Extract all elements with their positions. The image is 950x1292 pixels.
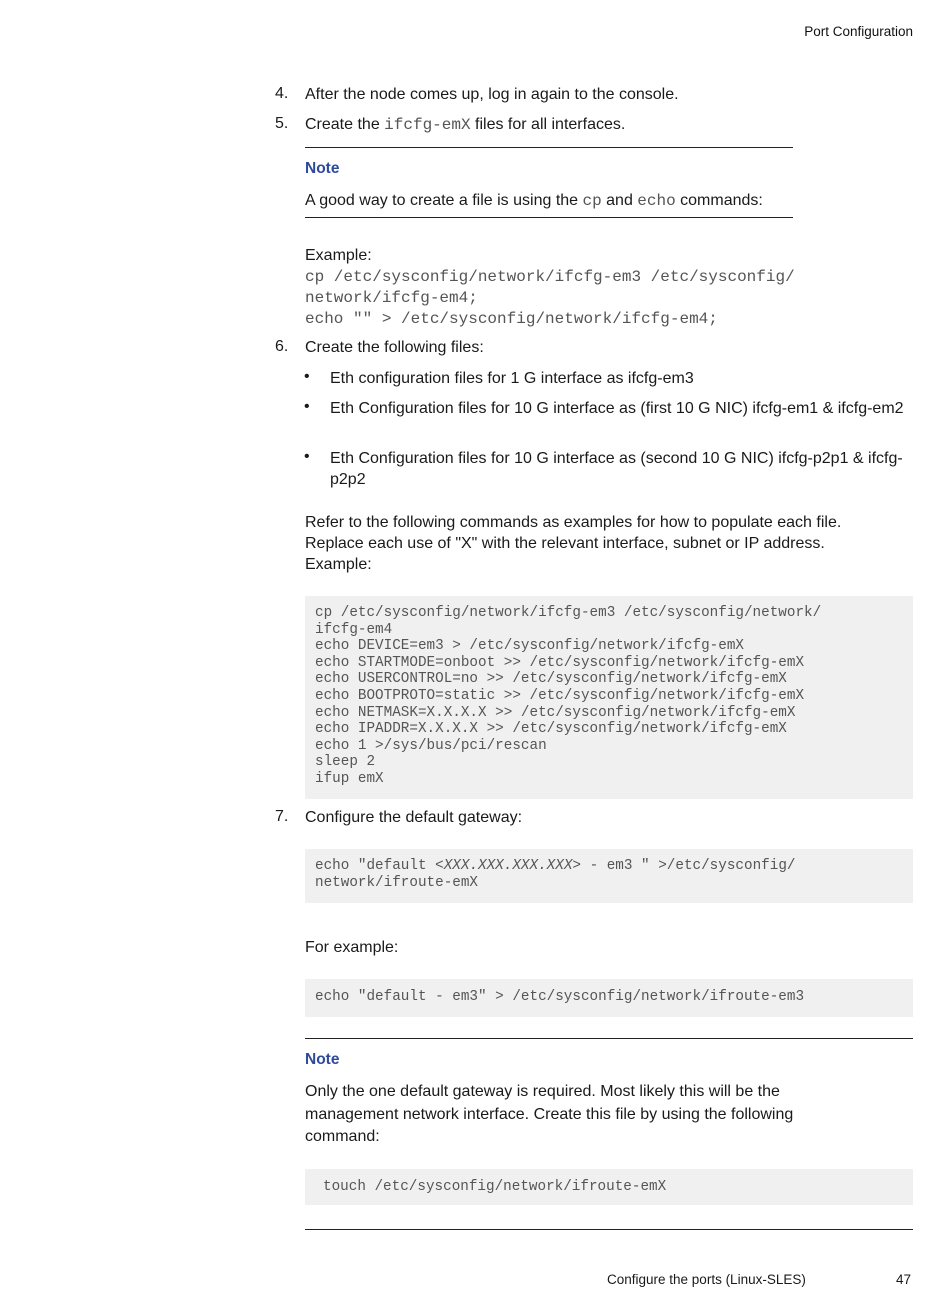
page-number: 47 bbox=[896, 1272, 912, 1287]
code-line: echo "default - em3" > /etc/sysconfig/network/ifroute-em3 bbox=[315, 989, 805, 1005]
refer-line-2: Replace each use of "X" with the relevant interface, subnet or IP address. bbox=[305, 535, 825, 552]
example-1-line-2: network/ifcfg-em4; bbox=[305, 289, 478, 307]
running-header: Port Configuration bbox=[804, 24, 913, 39]
code-line: echo DEVICE=em3 > /etc/sysconfig/network/ifcfg-emX bbox=[315, 638, 744, 655]
code-line: ifcfg-em4 bbox=[315, 621, 393, 638]
ip-placeholder: <XXX.XXX.XXX.XXX> bbox=[435, 858, 581, 874]
note-2-top-rule bbox=[305, 1038, 913, 1039]
code-line: echo 1 >/sys/bus/pci/rescan bbox=[315, 737, 547, 754]
note-1-code-cp: cp bbox=[582, 192, 602, 210]
note-2-label: Note bbox=[305, 1051, 340, 1068]
bullet-2-marker: • bbox=[304, 398, 310, 415]
code-block-touch bbox=[305, 1169, 913, 1205]
code-line: echo BOOTPROTO=static >> /etc/sysconfig/network/ifcfg-emX bbox=[315, 687, 805, 704]
code-block-ifcfg bbox=[305, 596, 913, 799]
note-2-bottom-rule bbox=[305, 1229, 913, 1230]
note-1-label: Note bbox=[305, 160, 340, 177]
for-example-label: For example: bbox=[305, 939, 399, 956]
step-4-number: 4. bbox=[275, 85, 289, 102]
code-line: echo NETMASK=X.X.X.X >> /etc/sysconfig/network/ifcfg-emX bbox=[315, 704, 796, 721]
step-5-code: ifcfg-emX bbox=[384, 116, 471, 134]
step-7-text: Configure the default gateway: bbox=[305, 809, 523, 826]
example-1-line-3: echo "" > /etc/sysconfig/network/ifcfg-em4; bbox=[305, 310, 718, 328]
code-line: echo IPADDR=X.X.X.X >> /etc/sysconfig/network/ifcfg-emX bbox=[315, 721, 787, 738]
bullet-1-text: Eth configuration files for 1 G interface as ifcfg-em3 bbox=[330, 370, 694, 387]
code-line: echo STARTMODE=onboot >> /etc/sysconfig/network/ifcfg-emX bbox=[315, 654, 805, 671]
note-2-line-3: command: bbox=[305, 1128, 380, 1145]
step-5-text bbox=[305, 114, 625, 136]
footer-title: Configure the ports (Linux-SLES) bbox=[607, 1272, 806, 1287]
bullet-1-marker: • bbox=[304, 368, 310, 385]
note-1-code-echo: echo bbox=[637, 192, 676, 210]
step-5-post: files for all interfaces. bbox=[470, 116, 626, 133]
step-5-number: 5. bbox=[275, 115, 289, 132]
code-block-gateway bbox=[305, 849, 913, 903]
note-1-post: commands: bbox=[675, 192, 763, 209]
code-block-gateway-example bbox=[305, 979, 913, 1017]
code-line: network/ifroute-emX bbox=[315, 874, 479, 891]
note-1-pre: A good way to create a file is using the bbox=[305, 192, 583, 209]
note-1-top-rule bbox=[305, 147, 793, 148]
note-2-line-2: management network interface. Create this file by using the following bbox=[305, 1105, 794, 1123]
example-1-label: Example: bbox=[305, 247, 372, 264]
code-line: ifup emX bbox=[315, 770, 384, 787]
note-1-mid: and bbox=[601, 192, 638, 209]
refer-line-1: Refer to the following commands as examples for how to populate each file. bbox=[305, 514, 842, 531]
code-line: echo USERCONTROL=no >> /etc/sysconfig/network/ifcfg-emX bbox=[315, 671, 787, 688]
bullet-2-text: Eth Configuration files for 10 G interface as (first 10 G NIC) ifcfg-em1 & ifcfg-em2 bbox=[330, 400, 904, 417]
step-6-number: 6. bbox=[275, 338, 289, 355]
note-2-line-1: Only the one default gateway is required. Most likely this will be the bbox=[305, 1083, 780, 1100]
step-6-text: Create the following files: bbox=[305, 339, 484, 356]
note-2-text bbox=[305, 1081, 915, 1149]
note-1-text bbox=[305, 190, 763, 212]
code-line: cp /etc/sysconfig/network/ifcfg-em3 /etc/sysconfig/network/ bbox=[315, 605, 822, 621]
code-line: touch /etc/sysconfig/network/ifroute-emX bbox=[323, 1179, 667, 1195]
code-line: sleep 2 bbox=[315, 754, 376, 771]
step-7-number: 7. bbox=[275, 808, 289, 825]
refer-line-3: Example: bbox=[305, 556, 372, 573]
bullet-3-marker: • bbox=[304, 448, 310, 465]
note-1-bottom-rule bbox=[305, 217, 793, 218]
bullet-3-text: Eth Configuration files for 10 G interface as (second 10 G NIC) ifcfg-p2p1 & ifcfg-p2p2 bbox=[330, 450, 903, 488]
step-4-text: After the node comes up, log in again to the console. bbox=[305, 86, 679, 103]
example-1-line-1: cp /etc/sysconfig/network/ifcfg-em3 /etc/sysconfig/ bbox=[305, 268, 795, 286]
step-5-pre: Create the bbox=[305, 116, 385, 133]
code-line: echo "default <XXX.XXX.XXX.XXX> - em3 " >/etc/sysconfig/ bbox=[315, 858, 796, 874]
